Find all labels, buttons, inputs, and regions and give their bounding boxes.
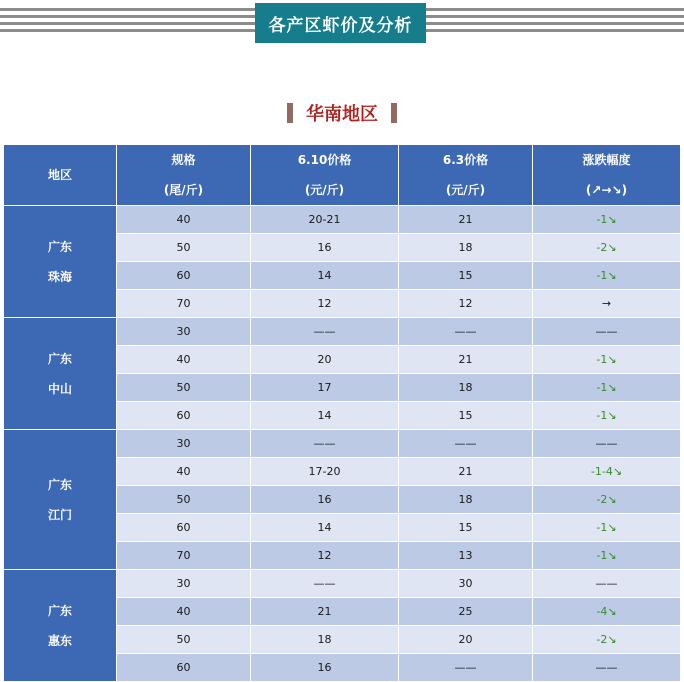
price-a-cell: 16 (251, 234, 399, 262)
spec-cell: 50 (117, 234, 251, 262)
change-cell: -1↘ (533, 402, 681, 430)
price-b-cell: —— (399, 430, 533, 458)
price-b-cell: 18 (399, 486, 533, 514)
price-a-cell: 17 (251, 374, 399, 402)
price-b-cell: —— (399, 654, 533, 682)
table-row (4, 318, 681, 346)
price-b-cell: 18 (399, 374, 533, 402)
change-cell: → (533, 290, 681, 318)
region-cell (4, 206, 117, 318)
price-a-cell: 14 (251, 402, 399, 430)
price-a-cell: 12 (251, 542, 399, 570)
change-cell: -1↘ (533, 374, 681, 402)
spec-cell: 50 (117, 626, 251, 654)
price-a-cell: 17-20 (251, 458, 399, 486)
spec-cell: 40 (117, 346, 251, 374)
price-b-cell: 21 (399, 346, 533, 374)
change-cell: -2↘ (533, 486, 681, 514)
price-b-cell: 15 (399, 402, 533, 430)
region-province: 广东 (47, 239, 72, 254)
price-a-cell: 16 (251, 654, 399, 682)
price-b-cell: 15 (399, 262, 533, 290)
price-b-cell: —— (399, 318, 533, 346)
change-cell: -2↘ (533, 234, 681, 262)
heading-bar-left (287, 103, 293, 123)
price-a-cell: 12 (251, 290, 399, 318)
price-a-cell: 16 (251, 486, 399, 514)
table-row (4, 570, 681, 598)
header-price-b: 6.3价格 (元/斤) (399, 145, 533, 206)
spec-cell: 50 (117, 374, 251, 402)
spec-cell: 70 (117, 290, 251, 318)
spec-cell: 60 (117, 402, 251, 430)
price-b-cell: 15 (399, 514, 533, 542)
change-cell: -2↘ (533, 626, 681, 654)
change-cell: -1↘ (533, 206, 681, 234)
change-cell: —— (533, 318, 681, 346)
spec-cell: 40 (117, 206, 251, 234)
price-b-cell: 20 (399, 626, 533, 654)
banner-title: 各产区虾价及分析 (255, 3, 426, 43)
region-province: 广东 (47, 603, 72, 618)
header-region: 地区 (4, 145, 117, 206)
price-a-cell: —— (251, 570, 399, 598)
spec-cell: 60 (117, 514, 251, 542)
spec-cell: 60 (117, 654, 251, 682)
table-row (4, 206, 681, 234)
price-a-cell: —— (251, 318, 399, 346)
spec-cell: 30 (117, 430, 251, 458)
change-cell: -1↘ (533, 346, 681, 374)
price-a-cell: 14 (251, 514, 399, 542)
region-city: 珠海 (47, 269, 72, 284)
spec-cell: 30 (117, 570, 251, 598)
spec-cell: 60 (117, 262, 251, 290)
section-heading (0, 98, 684, 128)
region-province: 广东 (47, 351, 72, 366)
change-cell: -4↘ (533, 598, 681, 626)
change-cell: -1↘ (533, 262, 681, 290)
table-row (4, 430, 681, 458)
price-a-cell: 18 (251, 626, 399, 654)
table-header-row (4, 145, 681, 206)
region-city: 中山 (47, 381, 72, 396)
price-table (3, 144, 681, 682)
price-a-cell: 20 (251, 346, 399, 374)
price-b-cell: 30 (399, 570, 533, 598)
section-title: 华南地区 (306, 104, 378, 125)
region-city: 惠东 (47, 633, 72, 648)
price-a-cell: —— (251, 430, 399, 458)
region-cell (4, 430, 117, 570)
change-cell: -1↘ (533, 542, 681, 570)
header-price-a: 6.10价格 (元/斤) (251, 145, 399, 206)
price-b-cell: 21 (399, 458, 533, 486)
region-cell (4, 570, 117, 682)
change-cell: —— (533, 570, 681, 598)
region-cell (4, 318, 117, 430)
price-a-cell: 14 (251, 262, 399, 290)
price-b-cell: 21 (399, 206, 533, 234)
price-a-cell: 21 (251, 598, 399, 626)
price-a-cell: 20-21 (251, 206, 399, 234)
price-b-cell: 12 (399, 290, 533, 318)
spec-cell: 40 (117, 458, 251, 486)
price-b-cell: 18 (399, 234, 533, 262)
spec-cell: 50 (117, 486, 251, 514)
region-city: 江门 (47, 507, 72, 522)
change-cell: —— (533, 430, 681, 458)
spec-cell: 40 (117, 598, 251, 626)
spec-cell: 70 (117, 542, 251, 570)
region-province: 广东 (47, 477, 72, 492)
price-b-cell: 25 (399, 598, 533, 626)
price-b-cell: 13 (399, 542, 533, 570)
spec-cell: 30 (117, 318, 251, 346)
header-change: 涨跌幅度 (↗→↘) (533, 145, 681, 206)
header-spec: 规格 (尾/斤) (117, 145, 251, 206)
heading-bar-right (391, 103, 397, 123)
change-cell: -1↘ (533, 514, 681, 542)
change-cell: -1-4↘ (533, 458, 681, 486)
change-cell: —— (533, 654, 681, 682)
